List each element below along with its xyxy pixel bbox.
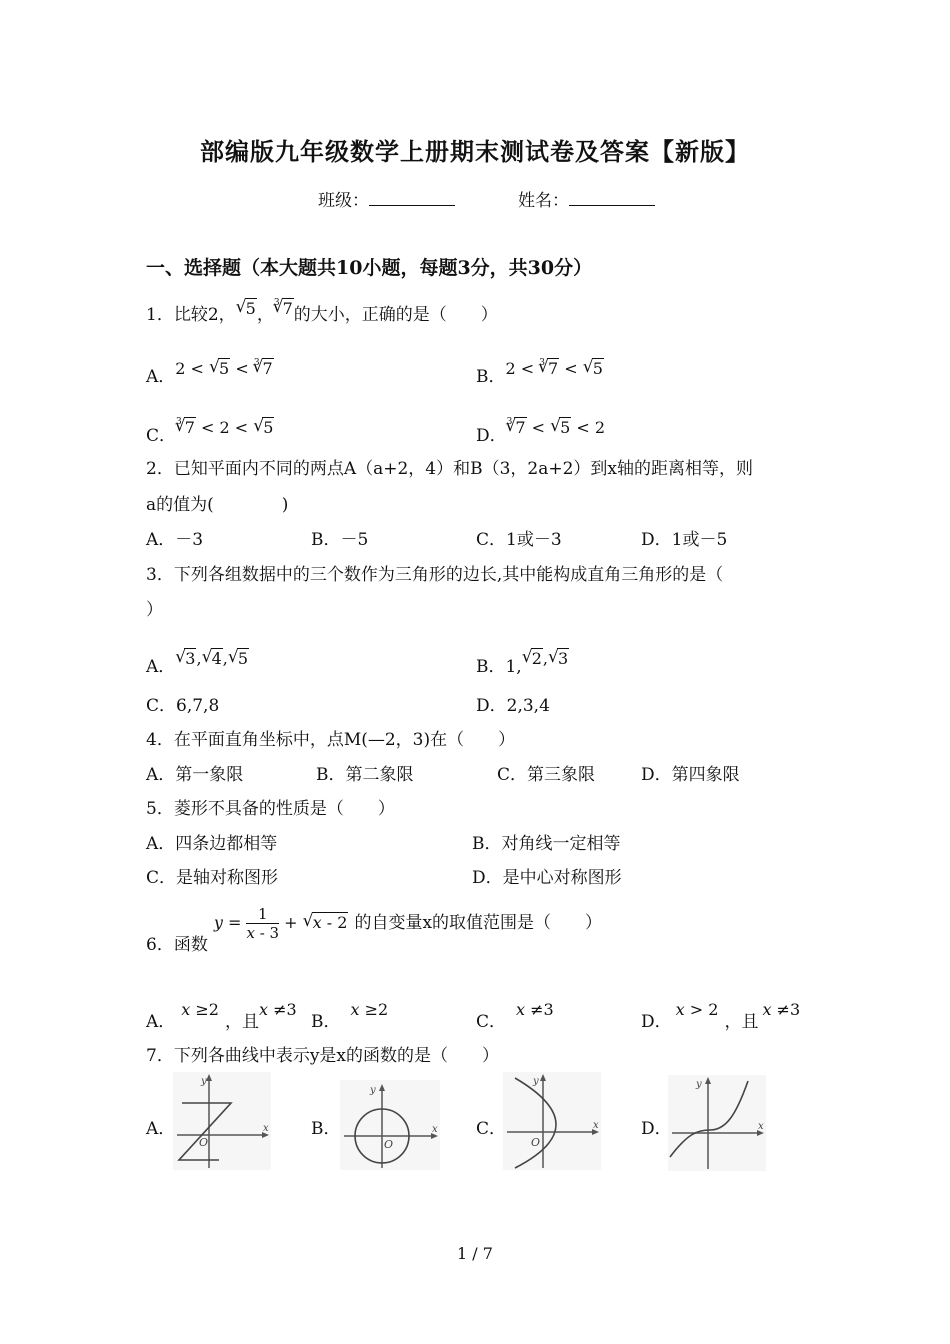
q6-option-d: D．x > 2，且x ≠3 [641, 1000, 801, 1032]
q5-stem: 5．菱形不具备的性质是（ ） [146, 799, 395, 819]
q6-stem: 6．函数y = $\frac{1}{x - 3}$ + √ x - 2 的自变量x的取值范围是（ ） [146, 905, 602, 942]
svg-text:O: O [199, 1136, 209, 1149]
q6-function: y = $\frac{1}{x - 3}$ + √ x - 2 [214, 905, 349, 942]
q3-stem-line1: 3．下列各组数据中的三个数作为三角形的边长,其中能构成直角三角形的是（ [146, 565, 724, 585]
q3-option-a: A．√ 3,√ 4,√ 5 [146, 648, 249, 678]
q7-graph-c [503, 1072, 601, 1170]
q7-option-b: B． [311, 1119, 341, 1139]
q5-option-d: D．是中心对称图形 [472, 868, 622, 888]
svg-text:O: O [531, 1136, 541, 1149]
q2-stem-line1: 2．已知平面内不同的两点A（a+2，4）和B（3，2a+2）到x轴的距离相等，则 [146, 459, 754, 479]
q7-graph-d [668, 1075, 766, 1171]
class-label: 班级： [318, 191, 369, 211]
svg-text:y: y [370, 1085, 376, 1096]
q7-graph-b [340, 1080, 440, 1170]
q6-option-c: C．x ≠3 [476, 1000, 554, 1032]
q7-option-a: A． [146, 1119, 176, 1139]
page-title: 部编版九年级数学上册期末测试卷及答案【新版】 [200, 137, 750, 166]
q1-option-d: D．$^3$√ 7 < √ 5 < 2 [476, 411, 605, 447]
svg-text:y: y [533, 1076, 539, 1087]
name-field [518, 186, 655, 211]
svg-text:x: x [432, 1124, 438, 1135]
page-number: 1 / 7 [457, 1244, 493, 1263]
q3-option-d: D．2,3,4 [476, 696, 550, 716]
q7-option-d: D． [641, 1119, 672, 1139]
q2-option-d: D．1或－5 [641, 530, 728, 550]
q3-option-b: B．1,√ 2,√ 3 [476, 648, 569, 678]
q5-option-b: B．对角线一定相等 [472, 834, 621, 854]
q1-option-a: A．2 < √ 5 < $^3$√ 7 [146, 352, 274, 388]
q2-option-a: A．－3 [146, 530, 204, 550]
svg-text:x: x [593, 1120, 599, 1131]
q4-stem: 4．在平面直角坐标中，点M(—2，3)在（ ） [146, 730, 516, 750]
q1-option-c: C．$^3$√ 7 < 2 < √ 5 [146, 411, 274, 447]
q7-stem: 7．下列各曲线中表示y是x的函数的是（ ） [146, 1046, 500, 1066]
q5-option-c: C．是轴对称图形 [146, 868, 279, 888]
q6-option-a: A．x ≥2，且x ≠3 [146, 1000, 297, 1032]
q4-option-a: A．第一象限 [146, 765, 244, 785]
svg-text:x: x [263, 1123, 269, 1134]
svg-text:y: y [696, 1079, 702, 1090]
svg-text:y: y [201, 1076, 207, 1087]
q6-option-b: B．x ≥2 [311, 1000, 389, 1032]
q3-option-c: C．6,7,8 [146, 696, 220, 716]
class-field [318, 186, 455, 211]
name-label: 姓名： [518, 191, 569, 211]
svg-text:O: O [384, 1138, 394, 1151]
svg-text:x: x [758, 1121, 764, 1132]
name-blank [569, 191, 655, 206]
q2-option-b: B．－5 [311, 530, 369, 550]
q4-option-c: C．第三象限 [497, 765, 596, 785]
q7-option-c: C． [476, 1119, 507, 1139]
q3-stem-line2: ） [146, 600, 163, 620]
section-heading: 一、选择题（本大题共10小题，每题3分，共30分） [146, 257, 593, 279]
q2-option-c: C．1或－3 [476, 530, 562, 550]
q4-option-b: B．第二象限 [316, 765, 414, 785]
q7-graph-a [173, 1072, 271, 1170]
q4-option-d: D．第四象限 [641, 765, 740, 785]
q1-option-b: B．2 < $^3$√ 7 < √ 5 [476, 352, 604, 388]
q2-stem-line2: a的值为( ) [146, 495, 289, 515]
q5-option-a: A．四条边都相等 [146, 834, 278, 854]
q1-stem: 1．比较2，√ 5，$^3$√ 7的大小，正确的是（ ） [146, 292, 498, 326]
class-blank [369, 191, 455, 206]
